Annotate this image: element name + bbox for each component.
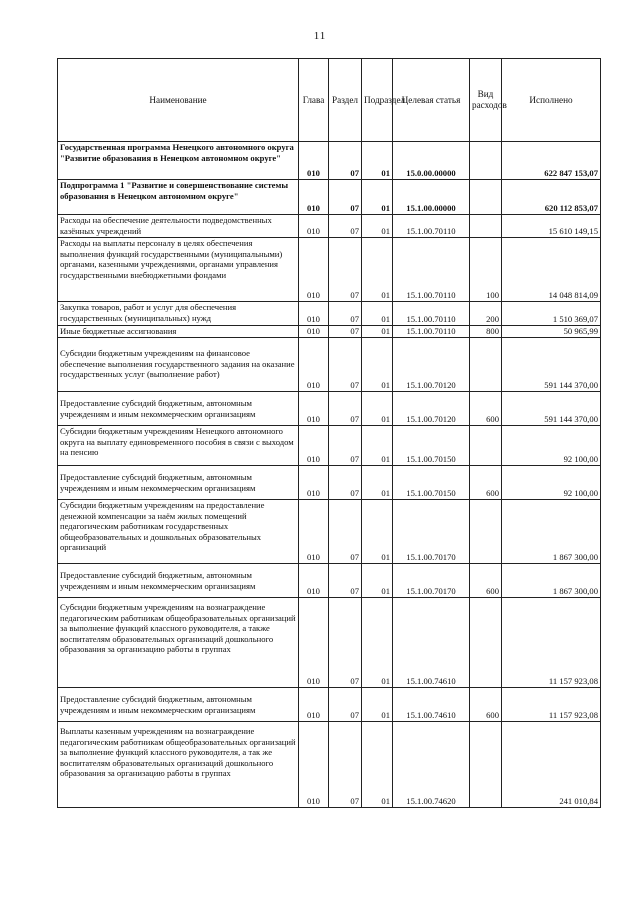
row-vid: 600 (470, 392, 502, 426)
row-ispolneno: 15 610 149,15 (502, 215, 601, 238)
row-ispolneno: 11 157 923,08 (502, 598, 601, 688)
row-glava: 010 (299, 722, 329, 808)
row-vid (470, 500, 502, 564)
row-tselevaya: 15.1.00.74620 (393, 722, 470, 808)
row-razdel: 07 (329, 722, 362, 808)
row-podrazdel: 01 (362, 180, 393, 215)
row-name: Расходы на выплаты персоналу в целях обеспечения выполнения функций государственными (муниципальными) органами, казенными учреждениями, органами управления государственными внебюджетными фондами (58, 238, 299, 302)
table-row (58, 215, 601, 238)
row-name: Предоставление субсидий бюджетным, автономным учреждениям и иным некоммерческим организациям (58, 688, 299, 722)
page-number: 11 (313, 30, 327, 42)
row-tselevaya: 15.1.00.70170 (393, 500, 470, 564)
row-podrazdel: 01 (362, 215, 393, 238)
table-row (58, 302, 601, 326)
row-name: Предоставление субсидий бюджетным, автономным учреждениям и иным некоммерческим организациям (58, 392, 299, 426)
row-razdel: 07 (329, 598, 362, 688)
row-razdel: 07 (329, 326, 362, 338)
row-ispolneno: 50 965,99 (502, 326, 601, 338)
row-podrazdel: 01 (362, 142, 393, 180)
row-ispolneno: 591 144 370,00 (502, 392, 601, 426)
table-row (58, 500, 601, 564)
row-glava: 010 (299, 302, 329, 326)
row-ispolneno: 1 510 369,07 (502, 302, 601, 326)
row-podrazdel: 01 (362, 238, 393, 302)
row-glava: 010 (299, 180, 329, 215)
row-razdel: 07 (329, 466, 362, 500)
row-razdel: 07 (329, 688, 362, 722)
row-tselevaya: 15.1.00.70150 (393, 466, 470, 500)
row-name: Подпрограмма 1 "Развитие и совершенствование системы образования в Ненецком автономном округе" (58, 180, 299, 215)
row-podrazdel: 01 (362, 302, 393, 326)
row-name: Государственная программа Ненецкого автономного округа "Развитие образования в Ненецком автономном округе" (58, 142, 299, 180)
row-name: Субсидии бюджетным учреждениям Ненецкого автономного округа на выплату единовременного пособия в связи с выходом на пенсию (58, 426, 299, 466)
row-ispolneno: 1 867 300,00 (502, 500, 601, 564)
row-tselevaya: 15.1.00.70110 (393, 302, 470, 326)
col-header-razdel: Раздел (329, 59, 362, 142)
row-vid (470, 598, 502, 688)
row-glava: 010 (299, 326, 329, 338)
row-tselevaya: 15.1.00.00000 (393, 180, 470, 215)
col-header-name: Наименование (58, 59, 299, 142)
row-glava: 010 (299, 426, 329, 466)
row-tselevaya: 15.1.00.74610 (393, 688, 470, 722)
row-tselevaya: 15.1.00.70110 (393, 215, 470, 238)
row-glava: 010 (299, 466, 329, 500)
row-ispolneno: 1 867 300,00 (502, 564, 601, 598)
table-row (58, 180, 601, 215)
table-row (58, 722, 601, 808)
col-header-vid: Вид расходов (470, 59, 502, 142)
row-razdel: 07 (329, 215, 362, 238)
table-row (58, 238, 601, 302)
row-vid (470, 722, 502, 808)
row-podrazdel: 01 (362, 722, 393, 808)
row-ispolneno: 92 100,00 (502, 466, 601, 500)
col-header-tselevaya: Целевая статья (393, 59, 470, 142)
row-tselevaya: 15.1.00.70170 (393, 564, 470, 598)
table-row (58, 466, 601, 500)
row-ispolneno: 591 144 370,00 (502, 338, 601, 392)
row-ispolneno: 92 100,00 (502, 426, 601, 466)
row-ispolneno: 622 847 153,07 (502, 142, 601, 180)
row-podrazdel: 01 (362, 426, 393, 466)
row-podrazdel: 01 (362, 392, 393, 426)
row-razdel: 07 (329, 392, 362, 426)
row-podrazdel: 01 (362, 338, 393, 392)
row-tselevaya: 15.1.00.70120 (393, 338, 470, 392)
row-ispolneno: 620 112 853,07 (502, 180, 601, 215)
row-vid: 600 (470, 564, 502, 598)
row-name: Закупка товаров, работ и услуг для обеспечения государственных (муниципальных) нужд (58, 302, 299, 326)
row-glava: 010 (299, 392, 329, 426)
row-vid (470, 215, 502, 238)
row-name: Иные бюджетные ассигнования (58, 326, 299, 338)
row-podrazdel: 01 (362, 466, 393, 500)
row-podrazdel: 01 (362, 500, 393, 564)
row-podrazdel: 01 (362, 598, 393, 688)
row-name: Выплаты казенным учреждениям на вознаграждение педагогическим работникам общеобразовательных организаций за выполнение функций классного руководителя, а так же воспитателям образовательных организаций дошкольного образования за организацию работы в группах (58, 722, 299, 808)
row-razdel: 07 (329, 180, 362, 215)
row-razdel: 07 (329, 426, 362, 466)
row-ispolneno: 11 157 923,08 (502, 688, 601, 722)
row-ispolneno: 241 010,84 (502, 722, 601, 808)
col-header-ispolneno: Исполнено (502, 59, 601, 142)
row-name: Предоставление субсидий бюджетным, автономным учреждениям и иным некоммерческим организациям (58, 466, 299, 500)
row-tselevaya: 15.1.00.70150 (393, 426, 470, 466)
row-vid: 100 (470, 238, 502, 302)
col-header-podrazdel: Подраздел (362, 59, 393, 142)
budget-table (57, 58, 601, 808)
table-row (58, 426, 601, 466)
row-glava: 010 (299, 598, 329, 688)
table-row (58, 392, 601, 426)
col-header-glava: Глава (299, 59, 329, 142)
table-row (58, 688, 601, 722)
table-row (58, 598, 601, 688)
row-tselevaya: 15.1.00.70120 (393, 392, 470, 426)
row-glava: 010 (299, 688, 329, 722)
row-ispolneno: 14 048 814,09 (502, 238, 601, 302)
row-podrazdel: 01 (362, 326, 393, 338)
row-vid (470, 142, 502, 180)
row-vid: 600 (470, 466, 502, 500)
row-vid: 800 (470, 326, 502, 338)
row-glava: 010 (299, 338, 329, 392)
row-name: Предоставление субсидий бюджетным, автономным учреждениям и иным некоммерческим организациям (58, 564, 299, 598)
row-glava: 010 (299, 564, 329, 598)
row-razdel: 07 (329, 238, 362, 302)
table-header-row (58, 59, 601, 142)
row-vid (470, 426, 502, 466)
row-tselevaya: 15.1.00.74610 (393, 598, 470, 688)
row-tselevaya: 15.1.00.70110 (393, 326, 470, 338)
row-glava: 010 (299, 238, 329, 302)
table-row (58, 338, 601, 392)
row-razdel: 07 (329, 500, 362, 564)
row-glava: 010 (299, 215, 329, 238)
row-podrazdel: 01 (362, 688, 393, 722)
row-podrazdel: 01 (362, 564, 393, 598)
row-name: Расходы на обеспечение деятельности подведомственных казённых учреждений (58, 215, 299, 238)
row-glava: 010 (299, 500, 329, 564)
table-row (58, 142, 601, 180)
row-name: Субсидии бюджетным учреждениям на предоставление денежной компенсации за наём жилых помещений педагогическим работникам государственных общеобразовательных и дошкольных образовательных организаций (58, 500, 299, 564)
row-tselevaya: 15.0.00.00000 (393, 142, 470, 180)
row-razdel: 07 (329, 338, 362, 392)
row-vid: 200 (470, 302, 502, 326)
row-razdel: 07 (329, 142, 362, 180)
row-tselevaya: 15.1.00.70110 (393, 238, 470, 302)
row-name: Субсидии бюджетным учреждениям на финансовое обеспечение выполнения государственного задания на оказание государственных услуг (выполнение работ) (58, 338, 299, 392)
row-vid: 600 (470, 688, 502, 722)
row-glava: 010 (299, 142, 329, 180)
row-vid (470, 180, 502, 215)
row-razdel: 07 (329, 564, 362, 598)
table-row (58, 564, 601, 598)
row-vid (470, 338, 502, 392)
table-row (58, 326, 601, 338)
row-name: Субсидии бюджетным учреждениям на вознаграждение педагогическим работникам общеобразовательных организаций за выполнение функций классного руководителя, а также воспитателям образовательных организаций дошкольного образования за организацию работы в группах (58, 598, 299, 688)
row-razdel: 07 (329, 302, 362, 326)
